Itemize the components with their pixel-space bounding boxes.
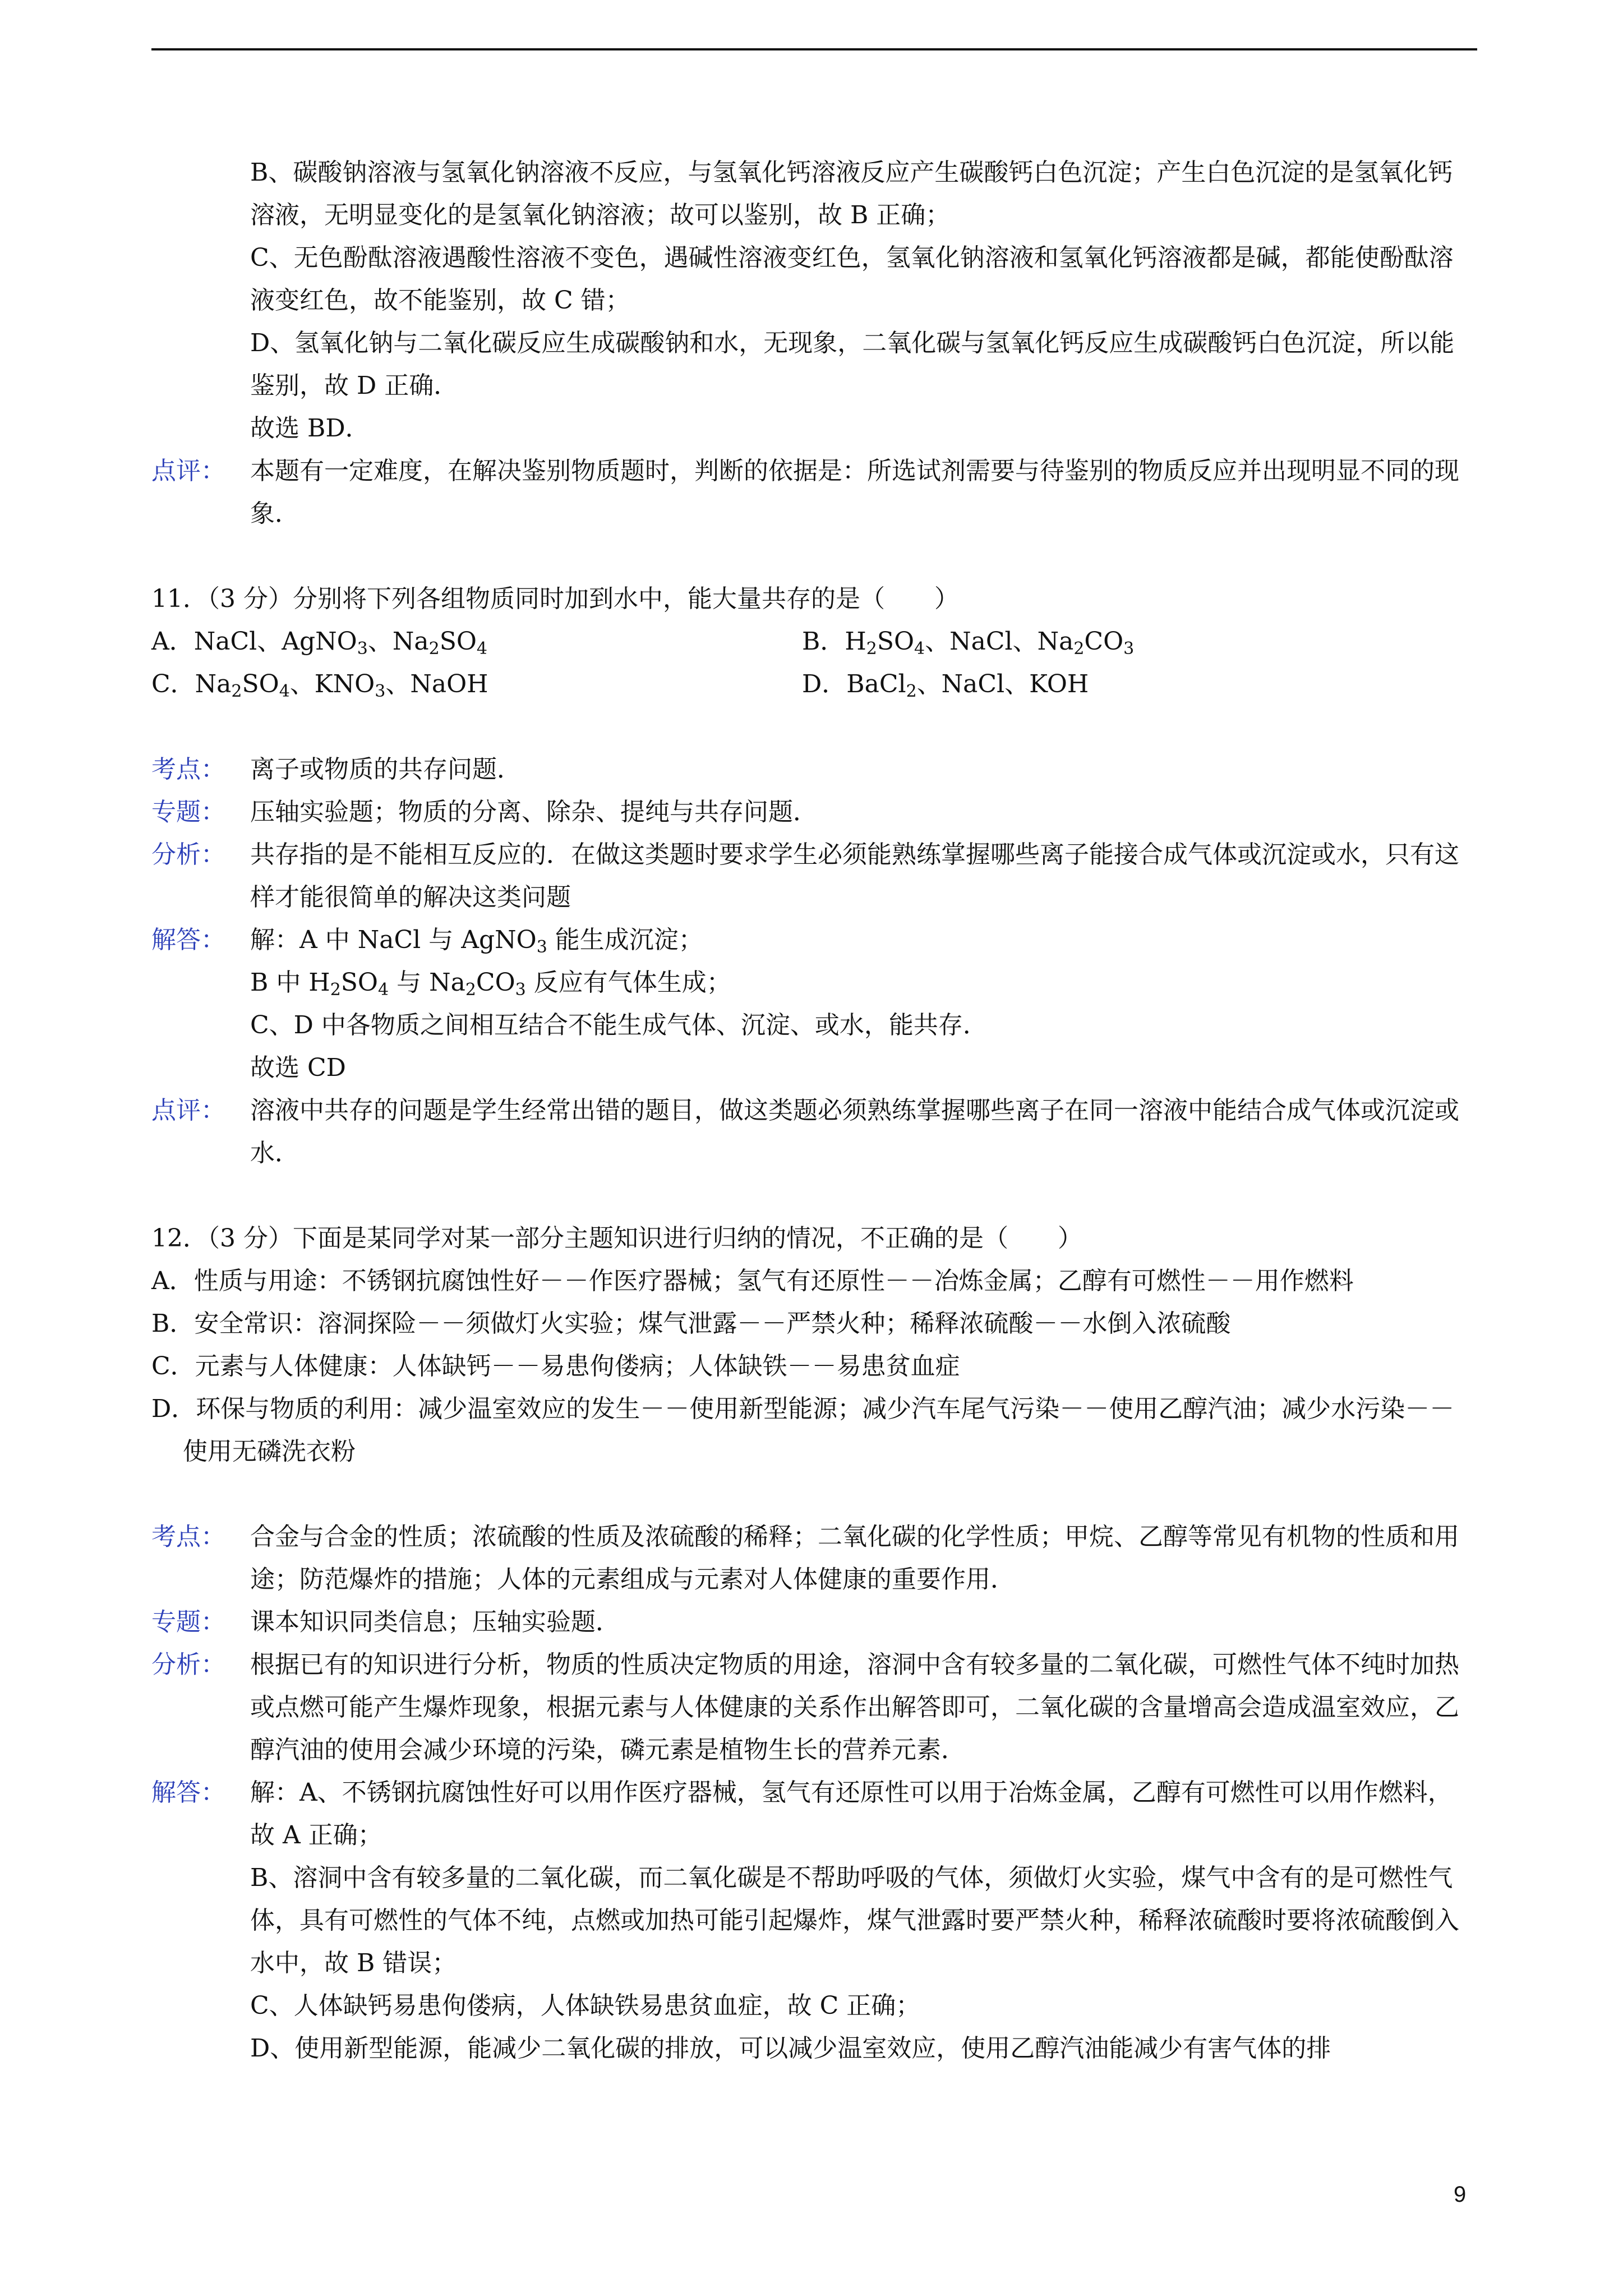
q11-option-a: A．NaCl、AgNO$_3$、$Na_2SO_4$ [151, 627, 487, 659]
q12-kaodian-text: 合金与合金的性质；浓硫酸的性质及浓硫酸的稀释；二氧化碳的化学性质；甲烷、乙醇等常见有机物的性质和用途；防范爆炸的措施；人体的元素组成与元素对人体健康的重要作用． [250, 1522, 1459, 1594]
q12-jieda-row [151, 1772, 1475, 2070]
header-rule [151, 48, 1477, 50]
q12-jieda-line-2: B、溶洞中含有较多量的二氧化碳，而二氧化碳是不帮助呼吸的气体，须做灯火实验，煤气中含有的是可燃性气体，具有可燃性的气体不纯，点燃或加热可能引起爆炸，煤气泄露时要严禁火种，稀释浓硫酸时要将浓硫酸倒入水中，故 B 错误； [250, 1864, 1459, 1977]
q12-fenxi-row [151, 1644, 1475, 1772]
q11-jieda-line-4: 故选 CD [250, 1053, 346, 1082]
q11-kaodian-label: 考点： [151, 755, 225, 784]
solution-answer: 故选 BD． [250, 414, 370, 443]
q11-zhuanti-row [151, 791, 1475, 834]
q12-option-c: C．元素与人体健康：人体缺钙－－易患佝偻病；人体缺铁－－易患贫血症 [151, 1352, 960, 1381]
page-number: 9 [1454, 2182, 1467, 2207]
q12-option-a: A．性质与用途：不锈钢抗腐蚀性好－－作医疗器械；氢气有还原性－－冶炼金属；乙醇有可燃性－－用作燃料 [151, 1267, 1354, 1295]
q12-kaodian-row [151, 1516, 1475, 1601]
q11-zhuanti-label: 专题： [151, 798, 225, 826]
page-content [151, 151, 1475, 2070]
q12-zhuanti-label: 专题： [151, 1608, 225, 1636]
q12-option-d: D．环保与物质的利用：减少温室效应的发生－－使用新型能源；减少汽车尾气污染－－使用乙醇汽油；减少水污染－－使用无磷洗衣粉 [151, 1395, 1455, 1466]
comment-row [151, 450, 1475, 535]
q11-dianping-label: 点评： [151, 1096, 225, 1125]
q12-jieda-line-4: D、使用新型能源，能减少二氧化碳的排放，可以减少温室效应，使用乙醇汽油能减少有害气体的排 [250, 2034, 1331, 2063]
q12-option-b: B．安全常识：溶洞探险－－须做灯火实验；煤气泄露－－严禁火种；稀释浓硫酸－－水倒入浓硫酸 [151, 1309, 1231, 1338]
comment-label: 点评： [151, 457, 225, 485]
q11-option-d: D．BaCl$_2$、NaCl、KOH [802, 670, 1089, 701]
q12-fenxi-label: 分析： [151, 1650, 225, 1679]
q12-zhuanti-row [151, 1601, 1475, 1644]
q11-jieda-row [151, 919, 1475, 1089]
solution-line-c: C、无色酚酞溶液遇酸性溶液不变色，遇碱性溶液变红色，氢氧化钠溶液和氢氧化钙溶液都是碱，都能使酚酞溶液变红色，故不能鉴别，故 C 错； [250, 243, 1454, 315]
q12-jieda-body [250, 1772, 1475, 2070]
q12-kaodian-label: 考点： [151, 1522, 225, 1551]
q11-option-b: B．$H_2SO_4$、NaCl、$Na_2CO_3$ [802, 627, 1135, 659]
q11-kaodian-row [151, 748, 1475, 791]
q12-stem: 12．（3 分）下面是某同学对某一部分主题知识进行归纳的情况，不正确的是（ ） [151, 1224, 1082, 1253]
q11-zhuanti-text: 压轴实验题；物质的分离、除杂、提纯与共存问题． [250, 798, 818, 826]
q12-jieda-line-1: 解：A、不锈钢抗腐蚀性好可以用作医疗器械，氢气有还原性可以用于冶炼金属，乙醇有可燃性可以用作燃料，故 A 正确； [250, 1778, 1453, 1849]
q11-jieda-line-3: C、D 中各物质之间相互结合不能生成气体、沉淀、或水，能共存． [250, 1011, 988, 1039]
q11-jieda-line-2: B 中 $H_2SO_4$ 与 $Na_2CO_3$ 反应有气体生成； [250, 968, 731, 1000]
q11-dianping-text: 溶液中共存的问题是学生经常出错的题目，做这类题必须熟练掌握哪些离子在同一溶液中能结合成气体或沉淀或水． [250, 1096, 1459, 1167]
q11-fenxi-label: 分析： [151, 840, 225, 869]
solution-line-d: D、氢氧化钠与二氧化碳反应生成碳酸钠和水，无现象，二氧化碳与氢氧化钙反应生成碳酸钙白色沉淀，所以能鉴别，故 D 正确． [250, 329, 1455, 400]
q12-jieda-line-3: C、人体缺钙易患佝偻病，人体缺铁易患贫血症，故 C 正确； [250, 1991, 921, 2020]
q11-fenxi-row [151, 834, 1475, 919]
q11-jieda-line-1: 解：A 中 NaCl 与 AgNO$_3$ 能生成沉淀； [250, 926, 703, 957]
q11-fenxi-text: 共存指的是不能相互反应的．在做这类题时要求学生必须能熟练掌握哪些离子能接合成气体或沉淀或水，只有这样才能很简单的解决这类问题 [250, 840, 1459, 912]
q11-dianping-row [151, 1089, 1475, 1175]
q12-zhuanti-text: 课本知识同类信息；压轴实验题． [250, 1608, 620, 1636]
comment-text: 本题有一定难度，在解决鉴别物质题时，判断的依据是：所选试剂需要与待鉴别的物质反应并出现明显不同的现象． [250, 457, 1459, 528]
q12-jieda-label: 解答： [151, 1778, 225, 1807]
q11-stem: 11．（3 分）分别将下列各组物质同时加到水中，能大量共存的是（ ） [151, 585, 959, 613]
q11-jieda-label: 解答： [151, 926, 225, 954]
q11-options-row-1 [151, 620, 1475, 663]
q12-fenxi-text: 根据已有的知识进行分析，物质的性质决定物质的用途，溶洞中含有较多量的二氧化碳，可燃性气体不纯时加热或点燃可能产生爆炸现象，根据元素与人体健康的关系作出解答即可，二氧化碳的含量增高会造成温室效应，乙醇汽油的使用会减少环境的污染，磷元素是植物生长的营养元素． [250, 1650, 1459, 1764]
q11-option-c: C．$Na_2SO_4$、$KNO_3$、NaOH [151, 670, 488, 701]
q11-jieda-body [250, 919, 1475, 1089]
q11-options-row-2 [151, 663, 1475, 706]
solution-line-b: B、碳酸钠溶液与氢氧化钠溶液不反应，与氢氧化钙溶液反应产生碳酸钙白色沉淀；产生白色沉淀的是氢氧化钙溶液，无明显变化的是氢氧化钠溶液；故可以鉴别，故 B 正确； [250, 158, 1453, 229]
q11-kaodian-text: 离子或物质的共存问题． [250, 755, 522, 784]
